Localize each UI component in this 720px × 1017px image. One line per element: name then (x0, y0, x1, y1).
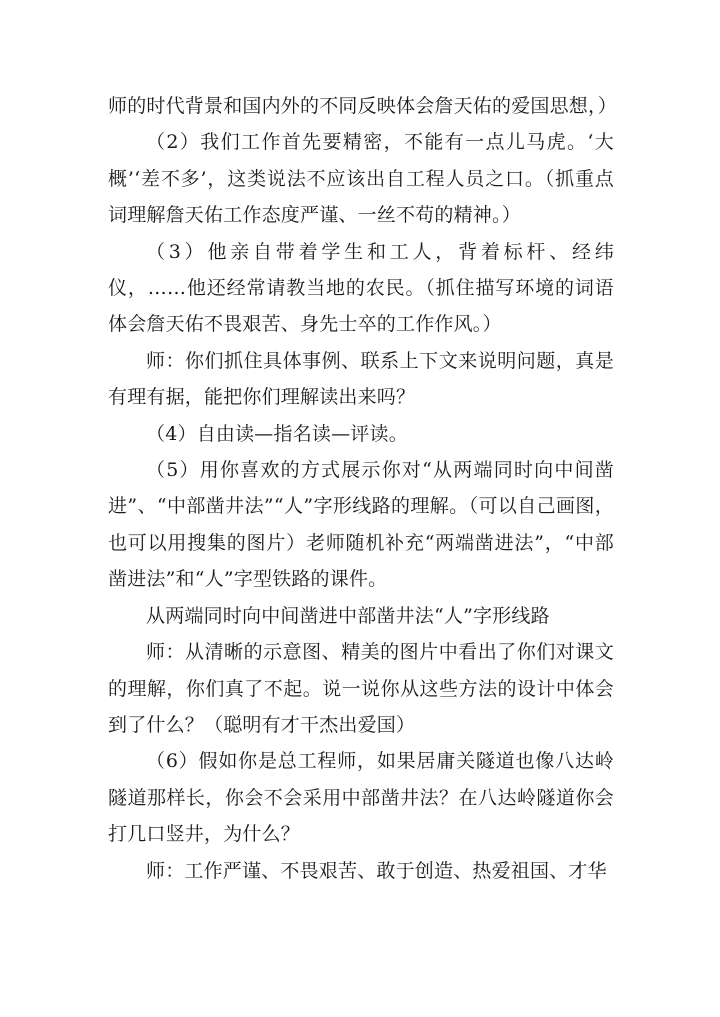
paragraph-5: （4）自由读—指名读—评读。 (146, 422, 408, 445)
paragraph-8: 师：从清晰的示意图、精美的图片中看出了你们对课文的理解，你们真了不起。说一说你从这些方法的设计中体会到了什么？（聪明有才干杰出爱国） (108, 641, 614, 736)
paragraph-7: 从两端同时向中间凿进中部凿井法“人”字形线路 (146, 604, 550, 627)
paragraph-9: （6）假如你是总工程师，如果居庸关隧道也像八达岭隧道那样长，你会不会采用中部凿井法？在八达岭隧道你会打几口竖井，为什么？ (108, 750, 614, 846)
document-body (108, 88, 617, 889)
paragraph-3: （3）他亲自带着学生和工人，背着标杆、经纬仪，……他还经常请教当地的农民。（抓住描写环境的词语体会詹天佑不畏艰苦、身先士卒的工作作风。） (108, 240, 614, 336)
paragraph-6: （5）用你喜欢的方式展示你对“从两端同时向中间凿进”、“中部凿井法”“人”字形线路的理解。（可以自己画图，也可以用搜集的图片）老师随机补充“两端凿进法”，“中部凿进法”和“人”字型铁路的课件。 (108, 459, 614, 591)
paragraph-1: 师的时代背景和国内外的不同反映体会詹天佑的爱国思想，） (108, 95, 617, 117)
paragraph-10: 师：工作严谨、不畏艰苦、敢于创造、热爱祖国、才华 (146, 859, 607, 882)
paragraph-2: （2）我们工作首先要精密，不能有一点儿马虎。‘大概’‘差不多’，这类说法不应该出自工程人员之口。（抓重点词理解詹天佑工作态度严谨、一丝不苟的精神。） (108, 131, 614, 227)
paragraph-4: 师：你们抓住具体事例、联系上下文来说明问题，真是有理有据，能把你们理解读出来吗？ (108, 349, 614, 409)
